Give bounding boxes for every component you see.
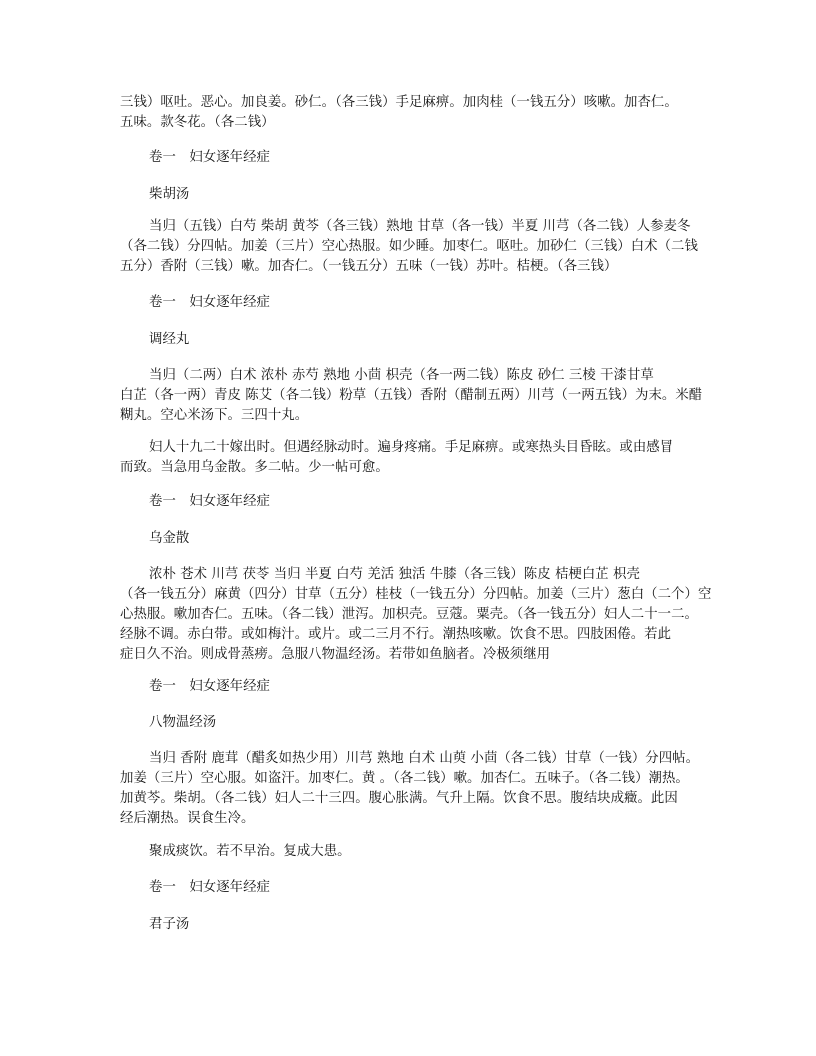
text-line: 妇人十九二十嫁出时。但遇经脉动时。遍身疼痛。手足麻痹。或寒热头目昏眩。或由感冒 xyxy=(149,440,674,455)
section-heading xyxy=(149,677,698,697)
heading-text: 卷一 妇女逐年经症 xyxy=(149,679,270,694)
prescription-title xyxy=(149,915,698,935)
section-heading xyxy=(149,148,698,168)
text-line: 而致。当急用乌金散。多二帖。少一帖可愈。 xyxy=(120,460,389,475)
heading-text: 卷一 妇女逐年经症 xyxy=(149,880,270,895)
text-line: （各二钱）分四帖。加姜（三片）空心热服。如少睡。加枣仁。呕吐。加砂仁（三钱）白术（二钱 xyxy=(120,239,698,254)
text-line: 加姜（三片）空心服。如盗汗。加枣仁。黄 。（各二钱）嗽。加杏仁。五味子。（各二钱）潮热。 xyxy=(120,771,689,786)
heading-text: 君子汤 xyxy=(149,917,190,932)
prescription-title xyxy=(149,713,698,733)
text-line: 心热服。嗽加杏仁。五味。（各二钱）泄泻。加枳壳。豆蔻。粟壳。（各一钱五分）妇人二十一二。 xyxy=(120,607,698,622)
section-heading xyxy=(149,293,698,313)
text-line: 三钱）呕吐。恶心。加良姜。砂仁。（各三钱）手足麻痹。加肉桂（一钱五分）咳嗽。加杏仁。 xyxy=(120,95,678,110)
heading-text: 卷一 妇女逐年经症 xyxy=(149,295,270,310)
text-line: 当归 香附 鹿茸（醋炙如热少用）川芎 熟地 白术 山萸 小茴（各二钱）甘草（一钱）分四帖。 xyxy=(149,751,700,766)
text-line: 当归（二两）白术 浓朴 赤芍 熟地 小茴 枳壳（各一两二钱）陈皮 砂仁 三棱 干漆甘草 xyxy=(149,368,654,383)
text-line: 经后潮热。误食生冷。 xyxy=(120,811,255,826)
text-line: 当归（五钱）白芍 柴胡 黄芩（各三钱）熟地 甘草（各一钱）半夏 川芎（各二钱）人参麦冬 xyxy=(149,219,691,234)
heading-text: 卷一 妇女逐年经症 xyxy=(149,494,270,509)
prescription-title xyxy=(149,185,698,205)
paragraph xyxy=(120,565,712,665)
heading-text: 乌金散 xyxy=(149,531,190,546)
paragraph xyxy=(120,749,698,829)
text-line: 浓朴 苍术 川芎 茯苓 当归 半夏 白芍 羌活 独活 牛膝（各三钱）陈皮 桔梗白芷 枳壳 xyxy=(149,567,640,582)
section-heading xyxy=(149,878,698,898)
text-line: 五味。款冬花。（各二钱） xyxy=(120,115,275,130)
prescription-title xyxy=(149,330,698,350)
text-line: 聚成痰饮。若不早治。复成大患。 xyxy=(149,844,351,859)
heading-text: 八物温经汤 xyxy=(149,715,217,730)
text-line: 五分）香附（三钱）嗽。加杏仁。（一钱五分）五味（一钱）苏叶。桔梗。（各三钱） xyxy=(120,259,618,274)
paragraph xyxy=(120,438,698,478)
paragraph-continuation xyxy=(120,93,698,133)
prescription-title xyxy=(149,529,698,549)
paragraph xyxy=(120,842,698,862)
text-line: 经脉不调。赤白带。或如梅汁。或片。或二三月不行。潮热咳嗽。饮食不思。四肢困倦。若此 xyxy=(120,627,672,642)
text-line: 加黄芩。柴胡。（各二钱）妇人二十三四。腹心胀满。气升上隔。饮食不思。腹结块成癥。此因 xyxy=(120,791,678,806)
heading-text: 调经丸 xyxy=(149,332,190,347)
paragraph xyxy=(120,217,698,277)
text-line: 糊丸。空心米汤下。三四十丸。 xyxy=(120,408,309,423)
text-line: 白芷（各一两）青皮 陈艾（各二钱）粉草（五钱）香附（醋制五两）川芎（一两五钱）为末。米醋 xyxy=(120,388,703,403)
text-line: （各一钱五分）麻黄（四分）甘草（五分）桂枝（一钱五分）分四帖。加姜（三片）葱白（二个）空 xyxy=(120,587,712,602)
paragraph xyxy=(120,366,703,426)
heading-text: 柴胡汤 xyxy=(149,187,190,202)
heading-text: 卷一 妇女逐年经症 xyxy=(149,150,270,165)
section-heading xyxy=(149,492,698,512)
text-line: 症日久不治。则成骨蒸痨。急服八物温经汤。若带如鱼脑者。冷极须继用 xyxy=(120,647,551,662)
